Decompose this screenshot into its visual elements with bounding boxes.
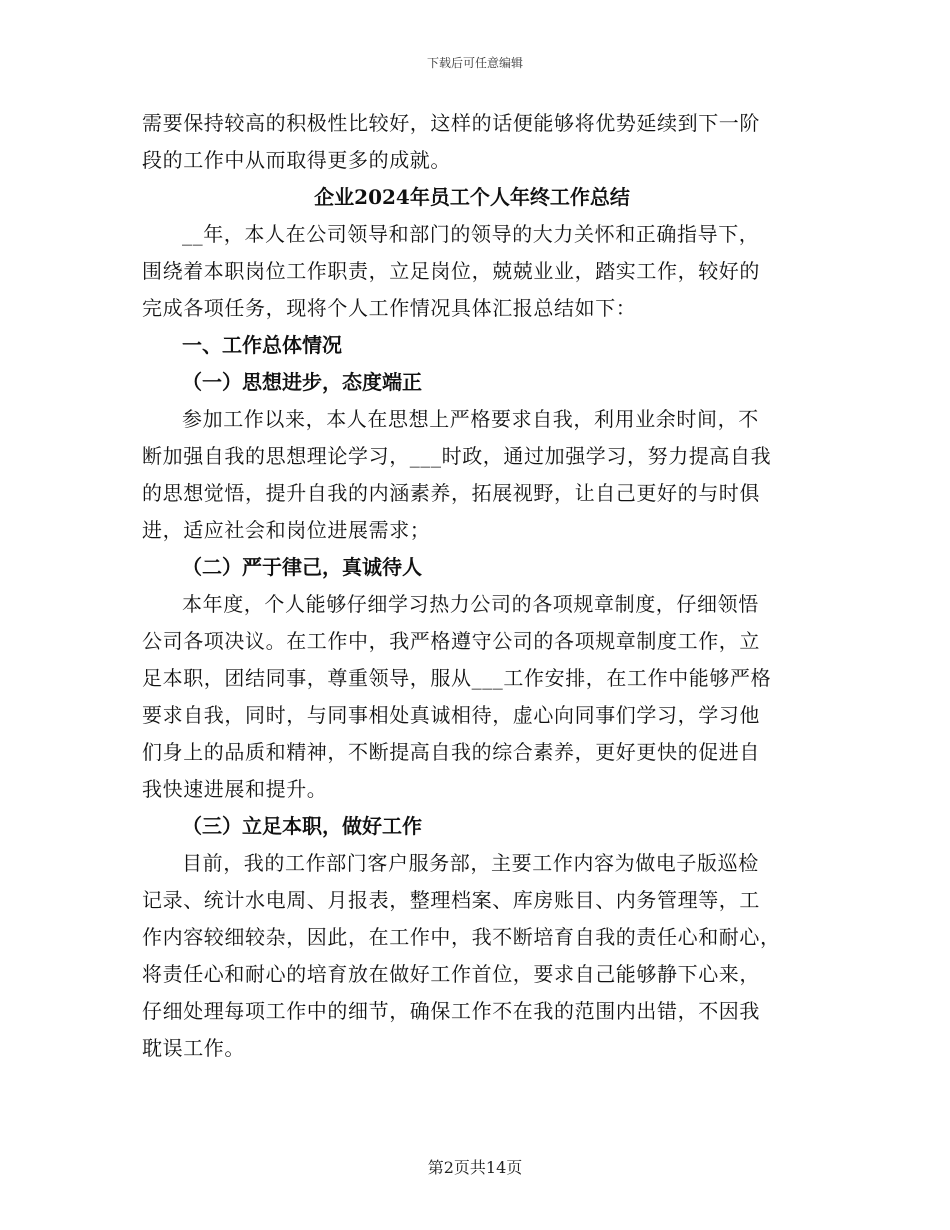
body-text-line: 段的工作中从而取得更多的成就。 (142, 148, 451, 172)
body-text-line: 进，适应社会和岗位进展需求； (142, 518, 431, 542)
body-text-line: 耽误工作。 (142, 1036, 245, 1060)
body-text-line: 将责任心和耐心的培育放在做好工作首位，要求自己能够静下心来， (142, 962, 760, 986)
body-text-line: 完成各项任务，现将个人工作情况具体汇报总结如下： (142, 296, 637, 320)
subsection-heading: （三）立足本职，做好工作 (182, 814, 422, 838)
document-title: 企业2024年员工个人年终工作总结 (314, 185, 630, 209)
body-text-line: 足本职，团结同事，尊重领导，服从___工作安排，在工作中能够严格 (142, 666, 772, 690)
body-text-line: 公司各项决议。在工作中，我严格遵守公司的各项规章制度工作，立 (142, 629, 760, 653)
body-text-line: 作内容较细较杂，因此，在工作中，我不断培育自我的责任心和耐心， (142, 925, 781, 949)
paragraph-first-line: __年，本人在公司领导和部门的领导的大力关怀和正确指导下， (182, 222, 760, 246)
body-text-line: 我快速进展和提升。 (142, 777, 328, 801)
body-text-line: 需要保持较高的积极性比较好，这样的话便能够将优势延续到下一阶 (142, 111, 760, 135)
paragraph-first-line: 本年度，个人能够仔细学习热力公司的各项规章制度，仔细领悟 (182, 592, 759, 616)
body-text-line: 围绕着本职岗位工作职责，立足岗位，兢兢业业，踏实工作，较好的 (142, 259, 760, 283)
body-text-line: 的思想觉悟，提升自我的内涵素养，拓展视野，让自己更好的与时俱 (142, 481, 760, 505)
paragraph-first-line: 参加工作以来，本人在思想上严格要求自我，利用业余时间，不 (182, 407, 759, 431)
subsection-heading: （一）思想进步，态度端正 (182, 370, 422, 394)
section-heading: 一、工作总体情况 (182, 333, 342, 357)
page-footer: 第2页共14页 (427, 1158, 523, 1177)
body-text-line: 要求自我，同时，与同事相处真诚相待，虚心向同事们学习，学习他 (142, 703, 760, 727)
body-text-line: 记录、统计水电周、月报表，整理档案、库房账目、内务管理等，工 (142, 888, 760, 912)
body-text-line: 断加强自我的思想理论学习，___时政，通过加强学习，努力提高自我 (142, 444, 772, 468)
body-text-line: 仔细处理每项工作中的细节，确保工作不在我的范围内出错，不因我 (142, 999, 760, 1023)
paragraph-first-line: 目前，我的工作部门客户服务部，主要工作内容为做电子版巡检 (182, 851, 759, 875)
page-header: 下载后可任意编辑 (426, 56, 523, 70)
subsection-heading: （二）严于律己，真诚待人 (182, 555, 422, 579)
body-text-line: 们身上的品质和精神，不断提高自我的综合素养，更好更快的促进自 (142, 740, 760, 764)
document-body (142, 105, 802, 1067)
